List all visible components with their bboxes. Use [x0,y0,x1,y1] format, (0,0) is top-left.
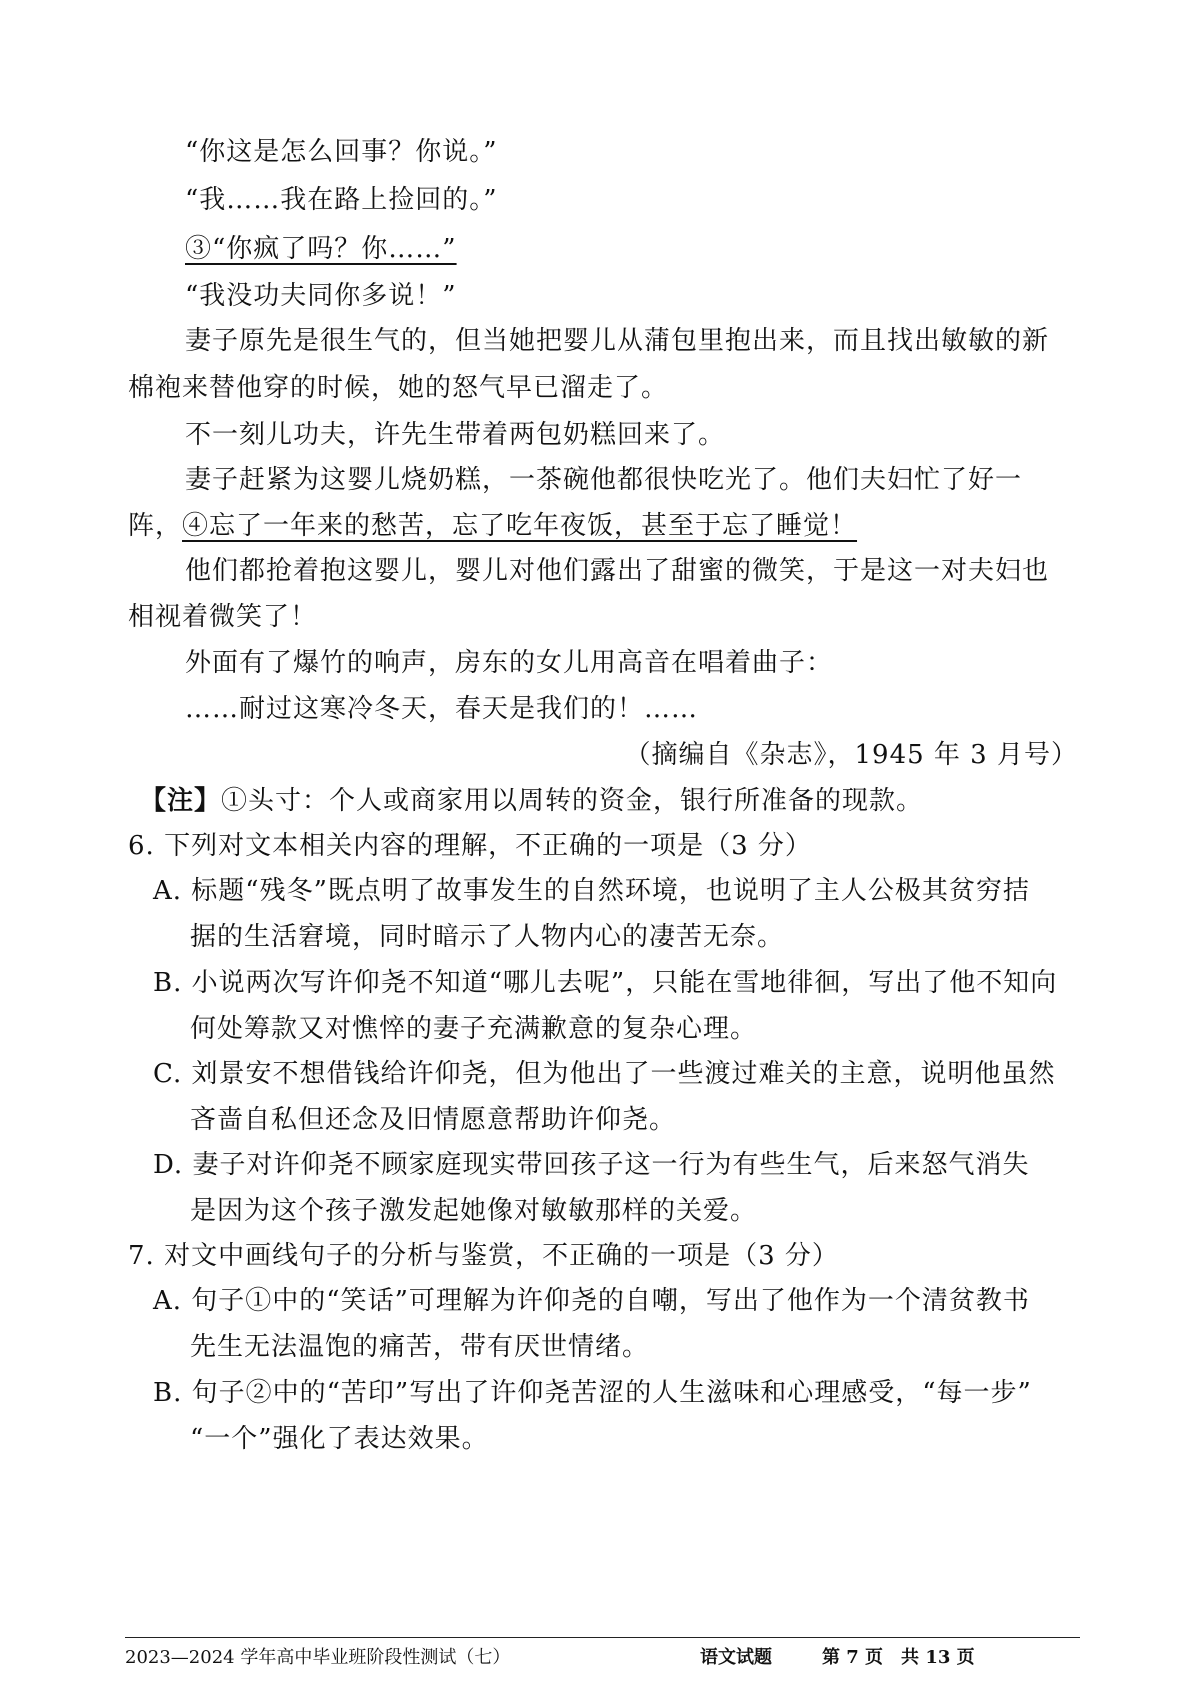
q6-option-d-cont: 是因为这个孩子激发起她像对敏敏那样的关爱。 [190,1196,758,1226]
q6-option-d: D. 妻子对许仰尧不顾家庭现实带回孩子这一行为有些生气，后来怒气消失 [153,1150,1030,1180]
story-line: “我……我在路上捡回的。” [185,185,498,215]
story-line-underlined [185,231,1135,267]
story-line: 不一刻儿功夫，许先生带着两包奶糕回来了。 [185,420,726,450]
source-citation: （摘编自《杂志》，1945 年 3 月号） [624,740,1078,770]
story-line: “我没功夫同你多说！” [185,281,457,311]
story-text: 阵， [128,511,183,541]
story-line-mixed [128,508,1078,544]
footer-divider [125,1637,1080,1638]
q7-option-b-cont: “一个”强化了表达效果。 [190,1424,489,1454]
story-line: 妻子赶紧为这婴儿烧奶糕，一茶碗他都很快吃光了。他们夫妇忙了好一 [185,465,1023,495]
story-line: “你这是怎么回事？你说。” [185,137,498,167]
q7-option-a: A. 句子①中的“笑话”可理解为许仰尧的自嘲，写出了他作为一个清贫教书 [153,1286,1030,1316]
q6-option-c: C. 刘景安不想借钱给许仰尧，但为他出了一些渡过难关的主意，说明他虽然 [153,1059,1056,1089]
footnote [140,783,1090,819]
story-line: 外面有了爆竹的响声，房东的女儿用高音在唱着曲子： [185,648,834,678]
footer-exam-title: 2023—2024 学年高中毕业班阶段性测试（七） [125,1647,511,1668]
footer-page-number: 第 7 页 共 13 页 [822,1647,975,1668]
note-tag: 【注】 [140,786,222,816]
question-7-stem: 7. 对文中画线句子的分析与鉴赏，不正确的一项是（3 分） [128,1241,839,1271]
q6-option-c-cont: 吝啬自私但还念及旧情愿意帮助许仰尧。 [190,1105,677,1135]
q7-option-b: B. 句子②中的“苦印”写出了许仰尧苦涩的人生滋味和心理感受，“每一步” [153,1378,1032,1408]
footer-subject: 语文试题 [700,1647,772,1668]
story-line: 棉袍来替他穿的时候，她的怒气早已溜走了。 [128,373,669,403]
underlined-sentence-4: ④忘了一年来的愁苦，忘了吃年夜饭，甚至于忘了睡觉！ [182,511,858,541]
question-6-stem: 6. 下列对文本相关内容的理解，不正确的一项是（3 分） [128,831,812,861]
q6-option-b-cont: 何处筹款又对憔悴的妻子充满歉意的复杂心理。 [190,1014,758,1044]
story-line: ……耐过这寒冷冬天，春天是我们的！…… [185,694,699,724]
underlined-sentence-3: ③“你疯了吗？你……” [185,234,457,264]
story-line: 他们都抢着抱这婴儿，婴儿对他们露出了甜蜜的微笑，于是这一对夫妇也 [185,556,1050,586]
q6-option-b: B. 小说两次写许仰尧不知道“哪儿去呢”，只能在雪地徘徊，写出了他不知向 [153,968,1058,998]
note-text: ①头寸：个人或商家用以周转的资金，银行所准备的现款。 [221,786,924,816]
q6-option-a: A. 标题“残冬”既点明了故事发生的自然环境，也说明了主人公极其贫穷拮 [153,876,1030,906]
q7-option-a-cont: 先生无法温饱的痛苦，带有厌世情绪。 [190,1332,650,1362]
q6-option-a-cont: 据的生活窘境，同时暗示了人物内心的凄苦无奈。 [190,922,785,952]
story-line: 相视着微笑了！ [128,602,318,632]
story-line: 妻子原先是很生气的，但当她把婴儿从蒲包里抱出来，而且找出敏敏的新 [185,326,1050,356]
